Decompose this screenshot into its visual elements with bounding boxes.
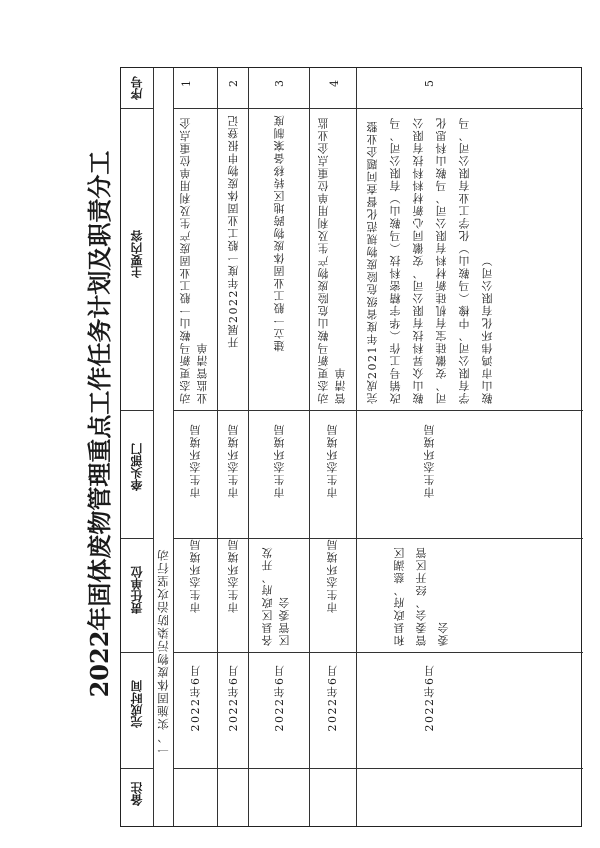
row-5-content: 完成2021年度省级危险废物规范化督查问题企业整改销号工作（华宇精密科技（马鞍山）有限公司、马鞍山众昇科技有限公司、安徽同心新材料科技有限公司、安徽硅宝有机硅新材料有限公司、马鞍山科思化学有限公司、中橡（马鞍山）化学工业有限公司、马鞍山市鸿伟环化有限公司） (366, 116, 494, 404)
col-rule-deadline (121, 768, 153, 769)
row-2-lead-dept: 市生态环境局 (227, 423, 240, 498)
row-3-seq: 3 (273, 80, 286, 87)
row-5-lead-dept: 市生态环境局 (423, 423, 436, 498)
col-rule-content (121, 410, 153, 411)
row-4-resp-unit: 市生态环境局 (326, 538, 339, 613)
section-rule (173, 68, 174, 826)
row-rule-4 (356, 68, 357, 826)
header-seq: 序号 (130, 76, 144, 100)
row-1-content: 动态更新马鞍山一般工业固废产生及利用单位重点企业监管清单 (179, 116, 209, 404)
row-1-deadline: 2022年6月 (189, 664, 202, 732)
row-5-seq: 5 (423, 80, 436, 87)
row-3-resp-unit: 各县区政府、开发区管委会 (261, 546, 291, 646)
row-3-deadline: 2022年6月 (273, 664, 286, 732)
header-deadline: 完成时间 (130, 680, 144, 728)
row-3-content: 建立一般工业固体废物跨地区转移备案制度 (273, 114, 286, 352)
row-2-deadline: 2022年6月 (227, 664, 240, 732)
page-title: 2022年固体废物管理重点工作任务计划及职责分工 (85, 150, 114, 698)
col-rule-deadline-body (173, 768, 583, 769)
col-rule-lead (121, 538, 153, 539)
row-5-deadline: 2022年6月 (423, 664, 436, 732)
header-remark: 备注 (130, 782, 144, 806)
header-content: 主要内容 (130, 230, 144, 278)
row-2-content: 开展2022年度一般工业固体废物申报登记 (227, 114, 240, 348)
row-1-resp-unit: 市生态环境局 (189, 538, 202, 613)
col-rule-seq-body (173, 108, 583, 109)
section-heading: 一、实施固体废物污染防治攻坚行动 (156, 548, 170, 756)
col-rule-content-body (173, 410, 583, 411)
header-lead-dept: 牵头部门 (130, 443, 144, 491)
task-table (120, 67, 582, 827)
row-5-resp-unit: 和县政府、慈湖区管委会、经开区管委会 (393, 546, 450, 646)
row-4-deadline: 2022年6月 (326, 664, 339, 732)
row-rule-3 (309, 68, 310, 826)
row-1-seq: 1 (180, 80, 193, 87)
header-resp-unit: 责任单位 (130, 566, 144, 614)
row-3-lead-dept: 市生态环境局 (273, 423, 286, 498)
row-2-resp-unit: 市生态环境局 (227, 538, 240, 613)
header-rule (153, 68, 154, 826)
row-1-lead-dept: 市生态环境局 (189, 423, 202, 498)
row-rule-2 (248, 68, 249, 826)
col-rule-resp (121, 652, 153, 653)
row-rule-1 (217, 68, 218, 826)
row-4-lead-dept: 市生态环境局 (326, 423, 339, 498)
row-4-content: 动态更新马鞍山危险废物产生及利用单位重点企业监管清单 (317, 116, 347, 404)
row-4-seq: 4 (328, 80, 341, 87)
row-2-seq: 2 (227, 80, 240, 87)
col-rule-resp-body (173, 652, 583, 653)
col-rule-seq (121, 108, 153, 109)
